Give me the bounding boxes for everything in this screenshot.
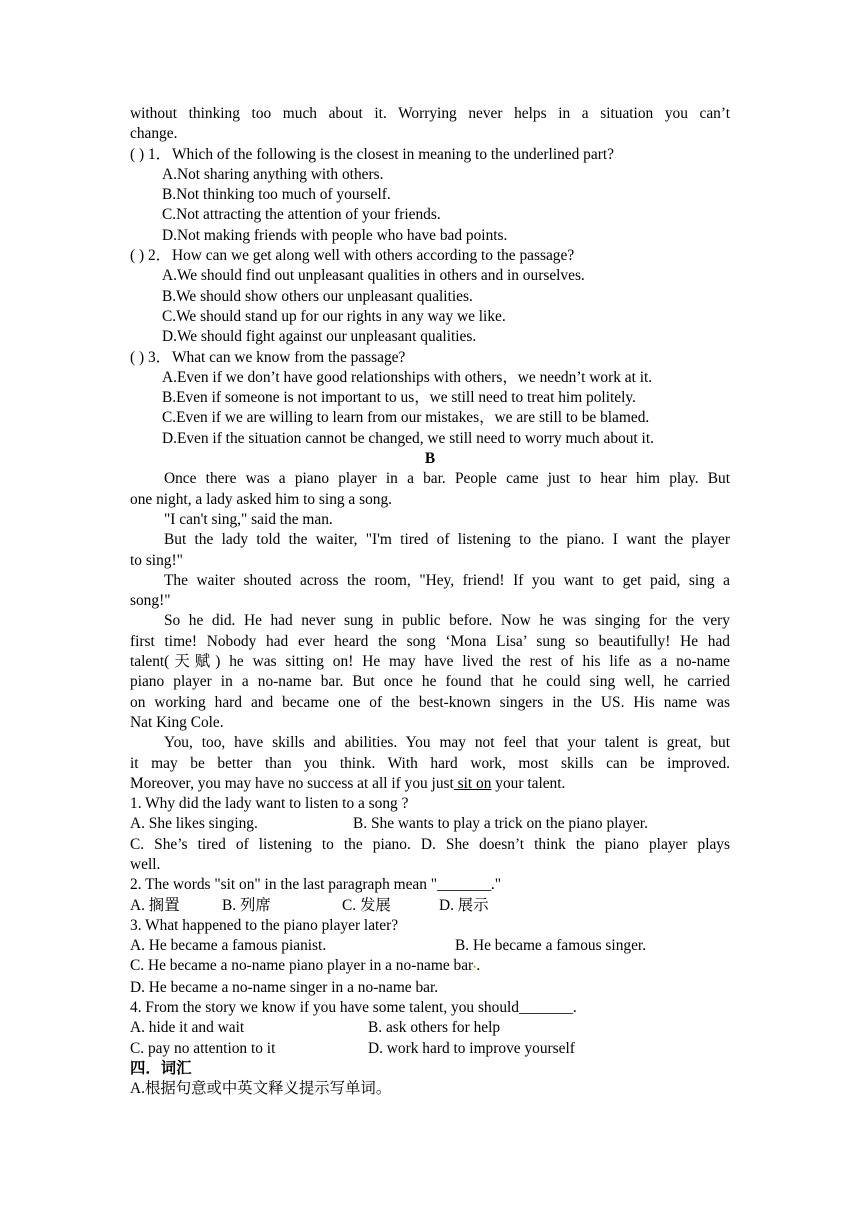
paragraph-line: piano player in a no-name bar. But once he found that he could sing well, he carried bbox=[130, 673, 730, 691]
option-row bbox=[130, 814, 730, 834]
option: B. ask others for help bbox=[368, 1019, 501, 1037]
option-row: C. She’s tired of listening to the piano. D. She doesn’t think the piano player plays bbox=[130, 835, 730, 853]
question-stem: Which of the following is the closest in meaning to the underlined part? bbox=[172, 145, 614, 163]
paragraph-line: The waiter shouted across the room, "Hey, friend! If you want to get paid, sing a bbox=[164, 571, 730, 589]
option: A. hide it and wait bbox=[130, 1019, 245, 1037]
paragraph-line: But the lady told the waiter, "I'm tired of listening to the piano. I want the player bbox=[164, 531, 730, 549]
option: C. 发展 bbox=[342, 896, 391, 914]
question-stem: What can we know from the passage? bbox=[172, 348, 406, 366]
passage-a-line: without thinking too much about it. Worrying never helps in a situation you can’t bbox=[130, 105, 730, 122]
passage-a-line: change. bbox=[130, 125, 178, 143]
option: C. He became a no-name piano player in a no-name bar bbox=[130, 957, 474, 975]
paragraph-line: first time! Nobody had ever heard the song ‘Mona Lisa’ sung so beautifully! He had bbox=[130, 632, 730, 650]
option: D. 展示 bbox=[439, 896, 489, 914]
question-block bbox=[130, 246, 730, 347]
paragraph-line: "I can't sing," said the man. bbox=[164, 510, 333, 528]
option: B.Even if someone is not important to us，we still need to treat him politely. bbox=[162, 389, 636, 407]
question-stem: How can we get along well with others according to the passage? bbox=[172, 247, 575, 265]
question-stem: 1. Why did the lady want to listen to a song ? bbox=[130, 795, 409, 813]
option: C. pay no attention to it bbox=[130, 1039, 276, 1057]
text-run: your talent. bbox=[491, 774, 566, 792]
option: D.Not making friends with people who have bad points. bbox=[162, 226, 508, 244]
answer-blank[interactable]: ( ) 2． bbox=[130, 247, 172, 265]
option: C.Even if we are willing to learn from our mistakes，we are still to be blamed. bbox=[162, 409, 650, 427]
answer-blank[interactable]: ( ) 3． bbox=[130, 348, 172, 366]
option: B.We should show others our unpleasant qualities. bbox=[162, 287, 473, 305]
text-run: Moreover, you may have no success at all if you just bbox=[130, 774, 454, 792]
section-heading-b: B bbox=[424, 450, 436, 468]
option-row: D. He became a no-name singer in a no-name bar. bbox=[130, 978, 439, 996]
answer-blank[interactable]: ( ) 1． bbox=[130, 145, 172, 163]
paragraph-line: So he did. He had never sung in public before. Now he was singing for the very bbox=[164, 612, 730, 630]
option: B. She wants to play a trick on the piano player. bbox=[353, 815, 648, 833]
option-row bbox=[130, 936, 730, 956]
marker-dot-icon: • bbox=[473, 962, 477, 973]
option-row: well. bbox=[130, 855, 161, 873]
option: D.Even if the situation cannot be changed, we still need to worry much about it. bbox=[162, 429, 654, 447]
paragraph-line bbox=[130, 774, 730, 794]
option: A. She likes singing. bbox=[130, 815, 258, 833]
option: A. 搁置 bbox=[130, 896, 180, 914]
option: D. work hard to improve yourself bbox=[368, 1039, 575, 1057]
underlined-phrase: sit on bbox=[453, 774, 492, 792]
option: C.Not attracting the attention of your friends. bbox=[162, 206, 441, 224]
paragraph-line: talent(天赋) he was sitting on! He may have lived the rest of his life as a no-name bbox=[130, 653, 730, 671]
text-run: . bbox=[476, 957, 481, 975]
option-row bbox=[130, 956, 730, 977]
option-row bbox=[130, 1018, 730, 1038]
option: B. He became a famous singer. bbox=[455, 937, 647, 955]
question-block bbox=[130, 145, 730, 246]
paragraph-line: song!" bbox=[130, 592, 171, 610]
option: D.We should fight against our unpleasant qualities. bbox=[162, 328, 477, 346]
paragraph-line: Once there was a piano player in a bar. People came just to hear him play. But bbox=[164, 470, 730, 488]
question-stem: 3. What happened to the piano player later? bbox=[130, 916, 399, 934]
option: B.Not thinking too much of yourself. bbox=[162, 186, 391, 204]
option: A. He became a famous pianist. bbox=[130, 937, 327, 955]
section-instruction: A.根据句意或中英文释义提示写单词。 bbox=[130, 1080, 392, 1098]
option: A.Even if we don’t have good relationships with others，we needn’t work at it. bbox=[162, 368, 653, 386]
section-heading-vocabulary: 四．词汇 bbox=[130, 1059, 192, 1077]
document-content bbox=[130, 104, 730, 1100]
paragraph-line: one night, a lady asked him to sing a song. bbox=[130, 490, 393, 508]
paragraph-line: Nat King Cole. bbox=[130, 713, 224, 731]
question-stem: 2. The words "sit on" in the last paragraph mean "_______." bbox=[130, 876, 502, 894]
paragraph-line: on working hard and became one of the best-known singers in the US. His name was bbox=[130, 693, 730, 711]
option: A.Not sharing anything with others. bbox=[162, 165, 384, 183]
option: A.We should find out unpleasant qualities in others and in ourselves. bbox=[162, 267, 585, 285]
option-row bbox=[130, 896, 730, 916]
paragraph-line: to sing!" bbox=[130, 551, 183, 569]
paragraph-line: it may be better than you think. With hard work, most skills can be improved. bbox=[130, 754, 730, 772]
question-block bbox=[130, 348, 730, 449]
question-stem: 4. From the story we know if you have some talent, you should_______. bbox=[130, 999, 577, 1017]
option-row bbox=[130, 1039, 730, 1059]
paragraph-line: You, too, have skills and abilities. You may not feel that your talent is great, but bbox=[164, 734, 730, 752]
option: C.We should stand up for our rights in any way we like. bbox=[162, 307, 506, 325]
option: B. 列席 bbox=[222, 896, 271, 914]
